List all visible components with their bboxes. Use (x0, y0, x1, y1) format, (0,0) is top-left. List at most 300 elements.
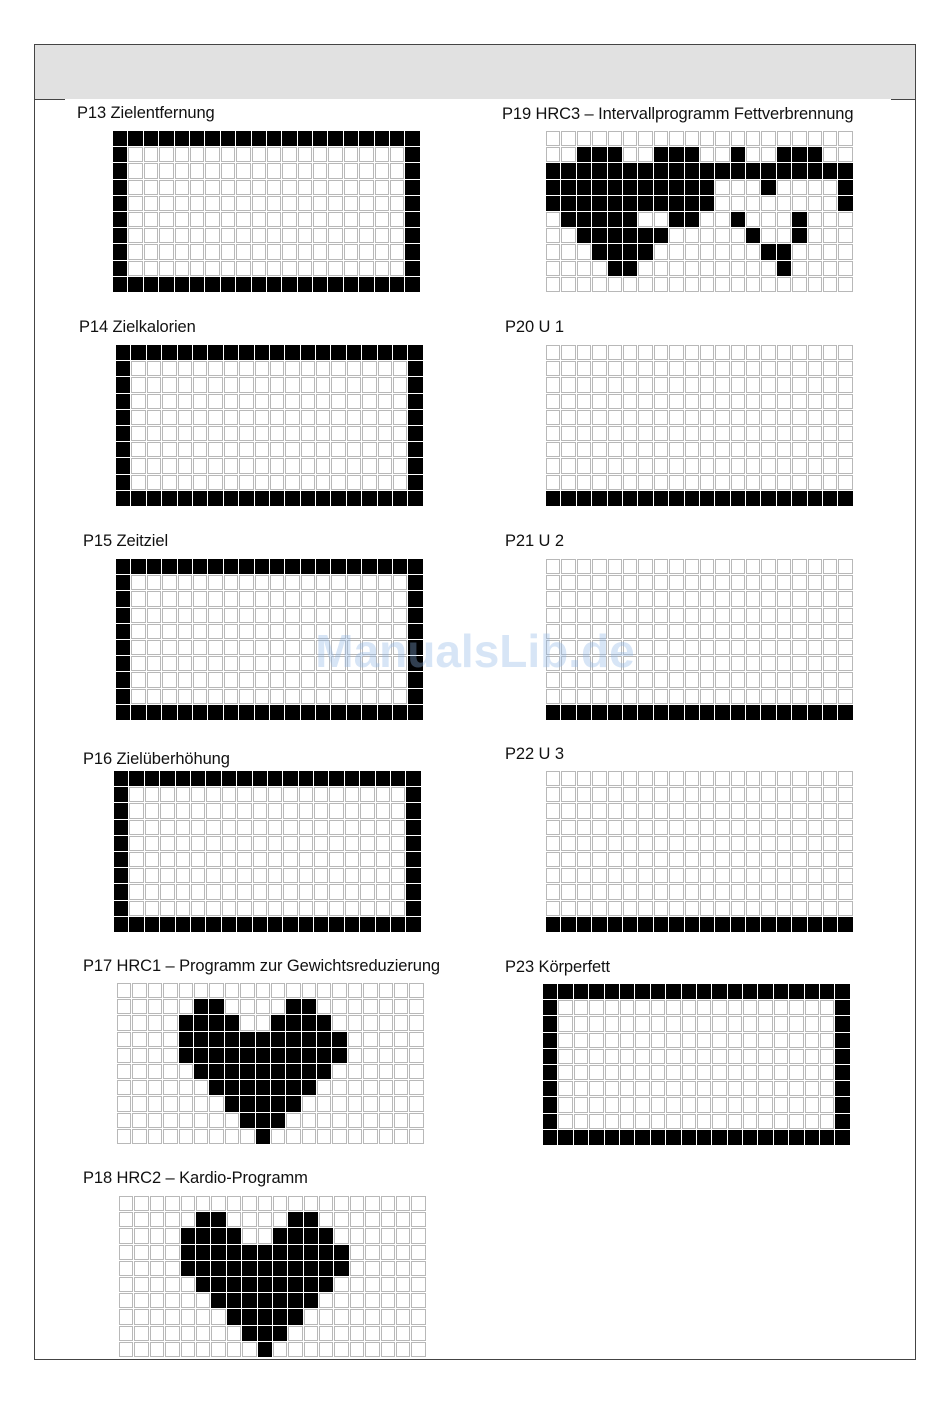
matrix-cell-off (348, 1015, 362, 1030)
matrix-cell-off (162, 689, 176, 704)
matrix-cell-off (205, 228, 219, 243)
matrix-cell-off (623, 672, 637, 687)
matrix-cell-off (558, 1114, 572, 1129)
matrix-cell-off (304, 1326, 318, 1341)
matrix-cell-on (543, 1081, 557, 1096)
matrix-cell-off (761, 261, 775, 276)
matrix-cell-off (561, 803, 575, 818)
matrix-cell-off (165, 1245, 179, 1260)
matrix-cell-off (224, 689, 238, 704)
matrix-cell-off (253, 901, 267, 916)
matrix-cell-on (116, 394, 130, 409)
matrix-cell-off (375, 228, 389, 243)
matrix-cell-on (406, 917, 420, 932)
matrix-cell-off (746, 180, 760, 195)
matrix-cell-on (301, 345, 315, 360)
matrix-cell-off (285, 361, 299, 376)
matrix-cell-on (242, 1326, 256, 1341)
matrix-cell-off (334, 1228, 348, 1243)
matrix-cell-off (359, 212, 373, 227)
matrix-cell-off (224, 377, 238, 392)
matrix-cell-off (208, 656, 222, 671)
matrix-cell-off (838, 575, 852, 590)
matrix-cell-on (179, 1015, 193, 1030)
matrix-cell-off (608, 559, 622, 574)
matrix-cell-off (191, 820, 205, 835)
matrix-cell-on (700, 917, 714, 932)
matrix-cell-off (608, 868, 622, 883)
matrix-cell-off (348, 983, 362, 998)
matrix-cell-off (777, 559, 791, 574)
matrix-cell-off (190, 147, 204, 162)
matrix-cell-off (823, 426, 837, 441)
matrix-cell-off (577, 884, 591, 899)
matrix-cell-off (823, 672, 837, 687)
matrix-cell-off (761, 277, 775, 292)
matrix-cell-off (205, 261, 219, 276)
matrix-cell-off (789, 1114, 803, 1129)
matrix-cell-off (546, 559, 560, 574)
matrix-cell-off (561, 575, 575, 590)
matrix-cell-off (165, 1277, 179, 1292)
matrix-cell-off (792, 575, 806, 590)
matrix-cell-off (162, 672, 176, 687)
matrix-cell-off (176, 868, 190, 883)
matrix-cell-off (282, 196, 296, 211)
matrix-cell-on (543, 1033, 557, 1048)
matrix-cell-on (252, 277, 266, 292)
matrix-cell-off (282, 261, 296, 276)
matrix-cell-off (165, 1342, 179, 1357)
matrix-cell-off (546, 244, 560, 259)
matrix-cell-on (743, 984, 757, 999)
matrix-cell-off (150, 1293, 164, 1308)
matrix-cell-off (350, 1212, 364, 1227)
matrix-cell-off (255, 656, 269, 671)
program-label-p14: P14 Zielkalorien (79, 318, 196, 336)
matrix-cell-off (731, 624, 745, 639)
matrix-cell-on (319, 1277, 333, 1292)
matrix-cell-on (221, 131, 235, 146)
matrix-cell-off (317, 1113, 331, 1128)
matrix-cell-off (394, 1015, 408, 1030)
matrix-p20 (546, 345, 853, 506)
matrix-cell-off (561, 901, 575, 916)
matrix-cell-off (329, 820, 343, 835)
matrix-cell-off (838, 787, 852, 802)
matrix-cell-off (697, 1033, 711, 1048)
matrix-cell-off (332, 999, 346, 1014)
matrix-cell-on (546, 491, 560, 506)
matrix-cell-off (179, 983, 193, 998)
matrix-cell-off (255, 458, 269, 473)
matrix-cell-off (682, 1000, 696, 1015)
matrix-cell-off (163, 999, 177, 1014)
matrix-cell-off (253, 803, 267, 818)
matrix-cell-off (700, 591, 714, 606)
matrix-cell-off (654, 244, 668, 259)
matrix-cell-off (175, 163, 189, 178)
matrix-cell-off (119, 1326, 133, 1341)
matrix-cell-off (697, 1000, 711, 1015)
matrix-cell-off (225, 999, 239, 1014)
matrix-cell-on (313, 277, 327, 292)
matrix-cell-off (379, 1096, 393, 1111)
matrix-cell-off (211, 1309, 225, 1324)
matrix-cell-off (715, 410, 729, 425)
matrix-cell-off (715, 458, 729, 473)
matrix-cell-off (792, 820, 806, 835)
matrix-cell-off (256, 999, 270, 1014)
matrix-cell-off (546, 426, 560, 441)
matrix-cell-off (208, 442, 222, 457)
matrix-cell-on (638, 163, 652, 178)
matrix-cell-off (608, 410, 622, 425)
matrix-cell-on (761, 491, 775, 506)
matrix-cell-on (623, 196, 637, 211)
matrix-cell-on (176, 917, 190, 932)
matrix-cell-off (134, 1277, 148, 1292)
matrix-cell-on (302, 1048, 316, 1063)
matrix-cell-off (654, 656, 668, 671)
matrix-cell-off (731, 608, 745, 623)
matrix-cell-on (227, 1277, 241, 1292)
program-label-p19: P19 HRC3 – Intervallprogramm Fettverbrennung (502, 105, 854, 123)
matrix-cell-off (179, 1064, 193, 1079)
matrix-cell-off (378, 608, 392, 623)
matrix-cell-off (363, 1129, 377, 1144)
matrix-cell-off (375, 196, 389, 211)
matrix-cell-off (159, 163, 173, 178)
matrix-cell-off (682, 1114, 696, 1129)
matrix-cell-off (546, 901, 560, 916)
matrix-cell-off (206, 868, 220, 883)
matrix-cell-off (792, 377, 806, 392)
matrix-cell-on (282, 277, 296, 292)
matrix-cell-off (712, 1097, 726, 1112)
matrix-cell-on (758, 1130, 772, 1145)
matrix-cell-on (332, 1048, 346, 1063)
matrix-cell-off (654, 689, 668, 704)
matrix-cell-on (347, 705, 361, 720)
matrix-cell-off (175, 212, 189, 227)
matrix-cell-off (638, 345, 652, 360)
matrix-cell-on (808, 491, 822, 506)
matrix-cell-off (381, 1342, 395, 1357)
matrix-cell-off (331, 575, 345, 590)
matrix-cell-off (271, 983, 285, 998)
matrix-cell-on (131, 491, 145, 506)
matrix-cell-on (731, 705, 745, 720)
matrix-cell-off (255, 575, 269, 590)
matrix-cell-off (376, 836, 390, 851)
matrix-cell-off (222, 787, 236, 802)
matrix-cell-off (396, 1245, 410, 1260)
matrix-cell-on (258, 1261, 272, 1276)
matrix-cell-off (178, 458, 192, 473)
matrix-cell-on (194, 1048, 208, 1063)
matrix-cell-on (224, 705, 238, 720)
matrix-cell-on (317, 1064, 331, 1079)
matrix-cell-off (638, 394, 652, 409)
matrix-cell-off (394, 1096, 408, 1111)
matrix-cell-off (144, 261, 158, 276)
matrix-cell-off (365, 1326, 379, 1341)
matrix-cell-off (546, 147, 560, 162)
matrix-cell-on (222, 917, 236, 932)
matrix-cell-off (758, 1016, 772, 1031)
matrix-cell-off (592, 442, 606, 457)
matrix-cell-off (669, 394, 683, 409)
matrix-cell-on (408, 442, 422, 457)
matrix-cell-on (331, 705, 345, 720)
matrix-cell-off (715, 640, 729, 655)
matrix-cell-on (638, 491, 652, 506)
matrix-cell-on (314, 771, 328, 786)
matrix-cell-off (379, 1015, 393, 1030)
matrix-cell-on (592, 180, 606, 195)
matrix-cell-off (731, 180, 745, 195)
matrix-cell-off (682, 1081, 696, 1096)
matrix-cell-on (211, 1293, 225, 1308)
matrix-cell-off (592, 410, 606, 425)
matrix-cell-on (285, 705, 299, 720)
matrix-cell-on (114, 787, 128, 802)
matrix-cell-off (331, 426, 345, 441)
matrix-cell-off (546, 394, 560, 409)
matrix-cell-off (669, 559, 683, 574)
matrix-cell-on (211, 1245, 225, 1260)
matrix-cell-off (144, 196, 158, 211)
matrix-cell-on (408, 672, 422, 687)
matrix-cell-on (196, 1212, 210, 1227)
matrix-cell-on (255, 705, 269, 720)
matrix-cell-on (792, 147, 806, 162)
matrix-cell-off (394, 1064, 408, 1079)
matrix-cell-on (408, 491, 422, 506)
matrix-cell-off (808, 868, 822, 883)
matrix-cell-off (222, 852, 236, 867)
matrix-cell-on (820, 1130, 834, 1145)
matrix-cell-on (651, 984, 665, 999)
matrix-cell-off (270, 442, 284, 457)
header-rule (891, 99, 915, 100)
matrix-cell-off (761, 640, 775, 655)
matrix-cell-on (302, 999, 316, 1014)
matrix-cell-off (391, 868, 405, 883)
matrix-cell-off (360, 820, 374, 835)
matrix-cell-off (194, 1129, 208, 1144)
matrix-cell-off (359, 163, 373, 178)
matrix-cell-off (224, 410, 238, 425)
matrix-cell-on (378, 559, 392, 574)
matrix-cell-off (134, 1342, 148, 1357)
matrix-cell-off (316, 442, 330, 457)
matrix-cell-on (405, 147, 419, 162)
matrix-cell-off (574, 1114, 588, 1129)
matrix-cell-off (160, 901, 174, 916)
matrix-cell-on (685, 705, 699, 720)
matrix-cell-off (117, 999, 131, 1014)
matrix-cell-off (147, 394, 161, 409)
matrix-cell-off (329, 884, 343, 899)
matrix-cell-off (159, 147, 173, 162)
matrix-cell-on (592, 212, 606, 227)
matrix-cell-off (654, 608, 668, 623)
matrix-cell-off (298, 261, 312, 276)
matrix-cell-on (685, 147, 699, 162)
matrix-cell-on (268, 917, 282, 932)
matrix-cell-off (823, 212, 837, 227)
matrix-cell-on (298, 131, 312, 146)
matrix-cell-off (761, 442, 775, 457)
matrix-cell-on (558, 984, 572, 999)
matrix-cell-off (558, 1049, 572, 1064)
matrix-cell-off (592, 426, 606, 441)
matrix-cell-off (378, 689, 392, 704)
matrix-cell-off (396, 1326, 410, 1341)
matrix-cell-off (777, 852, 791, 867)
matrix-cell-off (608, 394, 622, 409)
matrix-cell-off (808, 394, 822, 409)
matrix-cell-on (408, 591, 422, 606)
matrix-cell-off (165, 1212, 179, 1227)
matrix-cell-off (175, 244, 189, 259)
matrix-cell-off (270, 361, 284, 376)
matrix-cell-off (823, 244, 837, 259)
matrix-cell-off (761, 196, 775, 211)
matrix-cell-off (838, 901, 852, 916)
matrix-cell-on (405, 277, 419, 292)
matrix-cell-on (271, 1015, 285, 1030)
matrix-cell-off (712, 1065, 726, 1080)
matrix-cell-off (319, 1212, 333, 1227)
matrix-cell-on (558, 1130, 572, 1145)
matrix-cell-off (697, 1016, 711, 1031)
matrix-cell-off (577, 377, 591, 392)
matrix-cell-off (823, 820, 837, 835)
matrix-cell-on (240, 1096, 254, 1111)
matrix-cell-off (774, 1000, 788, 1015)
matrix-cell-off (255, 410, 269, 425)
matrix-cell-off (700, 345, 714, 360)
matrix-cell-on (273, 1277, 287, 1292)
matrix-cell-off (271, 1129, 285, 1144)
matrix-cell-off (191, 836, 205, 851)
matrix-cell-off (746, 244, 760, 259)
matrix-cell-off (252, 196, 266, 211)
matrix-cell-off (746, 852, 760, 867)
matrix-cell-off (240, 983, 254, 998)
matrix-cell-off (666, 1081, 680, 1096)
matrix-cell-on (669, 705, 683, 720)
matrix-cell-off (132, 999, 146, 1014)
matrix-cell-off (838, 608, 852, 623)
matrix-cell-on (654, 147, 668, 162)
matrix-cell-off (179, 1129, 193, 1144)
matrix-cell-off (378, 426, 392, 441)
matrix-cell-off (651, 1049, 665, 1064)
matrix-cell-off (623, 394, 637, 409)
matrix-cell-off (700, 803, 714, 818)
matrix-cell-off (685, 458, 699, 473)
matrix-cell-on (227, 1293, 241, 1308)
matrix-cell-off (347, 377, 361, 392)
matrix-cell-off (838, 689, 852, 704)
matrix-cell-off (379, 1129, 393, 1144)
matrix-cell-off (823, 803, 837, 818)
matrix-cell-off (577, 559, 591, 574)
matrix-cell-off (592, 836, 606, 851)
matrix-cell-off (728, 1000, 742, 1015)
matrix-cell-on (286, 1064, 300, 1079)
matrix-cell-off (301, 640, 315, 655)
matrix-cell-off (147, 475, 161, 490)
matrix-cell-off (838, 868, 852, 883)
matrix-cell-off (731, 394, 745, 409)
matrix-cell-on (258, 1245, 272, 1260)
matrix-cell-off (746, 608, 760, 623)
matrix-cell-off (666, 1065, 680, 1080)
matrix-cell-off (411, 1261, 425, 1276)
matrix-cell-off (620, 1049, 634, 1064)
matrix-cell-off (608, 475, 622, 490)
matrix-cell-on (359, 277, 373, 292)
matrix-cell-off (746, 131, 760, 146)
matrix-cell-off (273, 1196, 287, 1211)
matrix-cell-off (256, 1015, 270, 1030)
matrix-cell-off (208, 591, 222, 606)
matrix-cell-off (208, 394, 222, 409)
matrix-cell-off (253, 787, 267, 802)
matrix-cell-off (654, 212, 668, 227)
matrix-cell-on (700, 180, 714, 195)
matrix-cell-off (316, 672, 330, 687)
matrix-cell-off (669, 656, 683, 671)
matrix-cell-off (838, 277, 852, 292)
matrix-cell-off (808, 475, 822, 490)
matrix-cell-off (134, 1228, 148, 1243)
matrix-cell-off (654, 591, 668, 606)
matrix-cell-off (608, 771, 622, 786)
matrix-cell-off (391, 852, 405, 867)
matrix-cell-on (179, 1032, 193, 1047)
matrix-cell-on (193, 705, 207, 720)
matrix-cell-off (728, 1065, 742, 1080)
matrix-cell-off (561, 672, 575, 687)
matrix-cell-on (378, 705, 392, 720)
matrix-cell-off (179, 999, 193, 1014)
matrix-cell-off (777, 868, 791, 883)
matrix-cell-off (344, 228, 358, 243)
matrix-cell-off (211, 1196, 225, 1211)
matrix-cell-off (365, 1293, 379, 1308)
matrix-cell-off (163, 1113, 177, 1128)
matrix-cell-off (150, 1277, 164, 1292)
matrix-cell-off (378, 475, 392, 490)
matrix-cell-off (546, 575, 560, 590)
matrix-cell-off (715, 836, 729, 851)
matrix-cell-on (777, 705, 791, 720)
matrix-cell-off (301, 361, 315, 376)
matrix-cell-off (393, 608, 407, 623)
matrix-cell-off (298, 212, 312, 227)
matrix-cell-off (592, 394, 606, 409)
matrix-cell-off (638, 377, 652, 392)
matrix-cell-off (396, 1277, 410, 1292)
matrix-cell-on (113, 212, 127, 227)
matrix-cell-off (132, 1015, 146, 1030)
